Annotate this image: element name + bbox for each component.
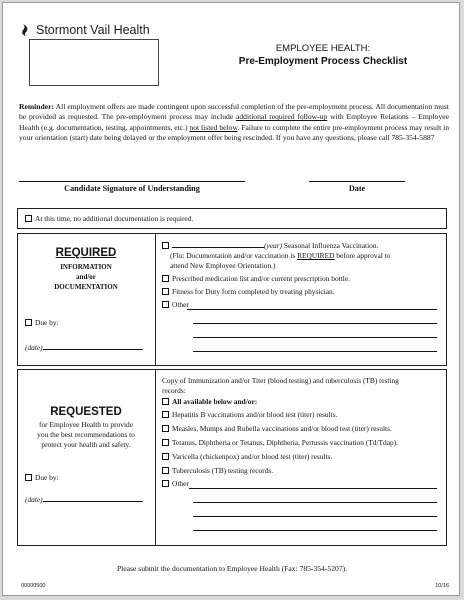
reminder-paragraph [19, 102, 449, 144]
flu-year-blank[interactable] [172, 240, 264, 248]
required-sub-3: DOCUMENTATION [54, 283, 118, 291]
flu-item [162, 240, 378, 251]
flu-note-required: REQUIRED [297, 251, 335, 260]
fitness-item [162, 287, 335, 297]
required-other-label: Other [172, 300, 189, 309]
requested-item [162, 452, 332, 462]
flu-note-text-2: before approval to [334, 251, 391, 260]
org-name: Stormont Vail Health [36, 23, 150, 37]
requested-other-item [162, 479, 189, 489]
requested-other-line-2[interactable] [193, 502, 437, 503]
requested-due-by [25, 473, 59, 483]
required-sub-1: INFORMATION [60, 263, 112, 271]
requested-item [162, 424, 392, 434]
revision-date: 10/16 [435, 583, 449, 589]
no-documentation-checkbox[interactable] [25, 215, 32, 222]
flu-checkbox[interactable] [162, 242, 169, 249]
candidate-signature-line[interactable] [19, 181, 245, 182]
requested-item-text: Measles, Mumps and Rubella vaccinations and/or blood test (titer) results. [172, 424, 392, 433]
fitness-checkbox[interactable] [162, 288, 169, 295]
tdap-checkbox[interactable] [162, 439, 169, 446]
requested-item [162, 438, 398, 448]
required-other-item [162, 300, 189, 310]
all-available-item [162, 397, 257, 407]
required-divider [155, 233, 156, 366]
required-sub-2: and/or [76, 273, 96, 281]
signature-date-line[interactable] [309, 181, 405, 182]
reminder-text-3: . Failure to complete the entire pre-employment process may result in your orientation (start) date being delayed or the employment offer being rescinded. If you have any questions, please call 785-354-5887 [19, 122, 449, 143]
requested-item-text: Tetanus, Diphtheria or Tetanus, Diphtheria, Pertussis vaccination (Td/Tdap). [172, 438, 399, 447]
reminder-text-2: with Employee Relations – Employee Health (e.g. documentation, testing, appointments, etc.) [19, 112, 450, 132]
mmr-checkbox[interactable] [162, 425, 169, 432]
requested-item-text: Tuberculosis (TB) testing records. [172, 466, 274, 475]
required-label-block [17, 247, 155, 292]
required-due-label: Due by: [35, 318, 59, 327]
requested-due-label: Due by: [35, 473, 59, 482]
requested-other-label: Other [172, 479, 189, 488]
requested-other-line-3[interactable] [193, 516, 437, 517]
required-other-line-1[interactable] [187, 309, 437, 310]
requested-due-checkbox[interactable] [25, 474, 32, 481]
requested-label-block [17, 406, 155, 450]
flu-year-label: (year) [264, 241, 283, 250]
requested-heading: REQUESTED [50, 406, 122, 418]
signature-date-label: Date [348, 184, 366, 193]
candidate-signature-label: Candidate Signature of Understanding [64, 184, 200, 193]
varicella-checkbox[interactable] [162, 453, 169, 460]
required-other-line-4[interactable] [193, 351, 437, 352]
required-heading: REQUIRED [55, 247, 117, 259]
requested-sub-3: protect your health and safety. [41, 440, 131, 449]
required-date-line[interactable] [43, 342, 143, 350]
requested-sub-2: you the best recommendations to [37, 430, 135, 439]
requested-divider [155, 369, 156, 546]
title-line-2: Pre-Employment Process Checklist [238, 56, 408, 67]
reminder-text-1: All employment offers are made contingent upon successful completion of the pre-employment process. All documentation must be provided as requested. The pre-employment process may include [19, 102, 449, 122]
logo-mark-icon [19, 23, 33, 37]
all-available-text: All available below and/or: [172, 397, 258, 406]
requested-other-line-4[interactable] [193, 530, 437, 531]
requested-date-row [25, 494, 143, 505]
requested-other-checkbox[interactable] [162, 480, 169, 487]
requested-item-text: Varicella (chickenpox) and/or blood test (titer) results. [172, 452, 333, 461]
label-box [29, 39, 159, 86]
required-due-by [25, 318, 59, 328]
requested-item [162, 466, 273, 476]
requested-date-line[interactable] [43, 494, 143, 502]
requested-intro-2: records: [162, 386, 186, 395]
flu-note-text-1: (Flu: Documentation and/or vaccination is [170, 251, 298, 260]
requested-item-text: Hepatitis B vaccinations and/or blood test (titer) results. [172, 410, 338, 419]
org-logo [19, 23, 150, 37]
reminder-underlined-1: additional required follow-up [236, 112, 328, 122]
required-due-checkbox[interactable] [25, 319, 32, 326]
required-other-checkbox[interactable] [162, 301, 169, 308]
no-documentation-text: At this time, no additional documentation is required. [35, 214, 194, 223]
reminder-underlined-2: not listed below [189, 122, 238, 132]
submit-instructions: Please submit the documentation to Employee Health (Fax: 785-354-5207). [116, 564, 348, 573]
medication-item [162, 274, 350, 284]
reminder-label: Reminder: [19, 102, 55, 111]
required-other-line-3[interactable] [193, 337, 437, 338]
all-available-checkbox[interactable] [162, 398, 169, 405]
title-line-1: EMPLOYEE HEALTH: [275, 43, 371, 54]
document-page [2, 2, 460, 596]
form-code: 00000500 [21, 583, 46, 589]
required-other-line-2[interactable] [193, 323, 437, 324]
no-documentation-option [25, 214, 193, 224]
requested-sub-1: for Employee Health to provide [39, 420, 133, 429]
flu-note-line-2: attend New Employee Orientation.) [170, 261, 276, 270]
medication-checkbox[interactable] [162, 275, 169, 282]
requested-date-label: (date) [25, 495, 43, 504]
required-date-label: (date) [25, 343, 43, 352]
requested-intro-1: Copy of Immunization and/or Titer (blood testing) and tuberculosis (TB) testing [162, 376, 399, 385]
flu-text: Seasonal Influenza Vaccination. [282, 241, 379, 250]
form-title [213, 42, 433, 68]
required-date-row [25, 342, 143, 353]
requested-other-line-1[interactable] [189, 488, 437, 489]
hepatitis-b-checkbox[interactable] [162, 411, 169, 418]
flu-note-line-1 [170, 251, 390, 261]
fitness-text: Fitness for Duty form completed by treating physician. [172, 287, 335, 296]
tb-checkbox[interactable] [162, 467, 169, 474]
medication-text: Prescribed medication list and/or current prescription bottle. [172, 274, 350, 283]
requested-item [162, 410, 337, 420]
